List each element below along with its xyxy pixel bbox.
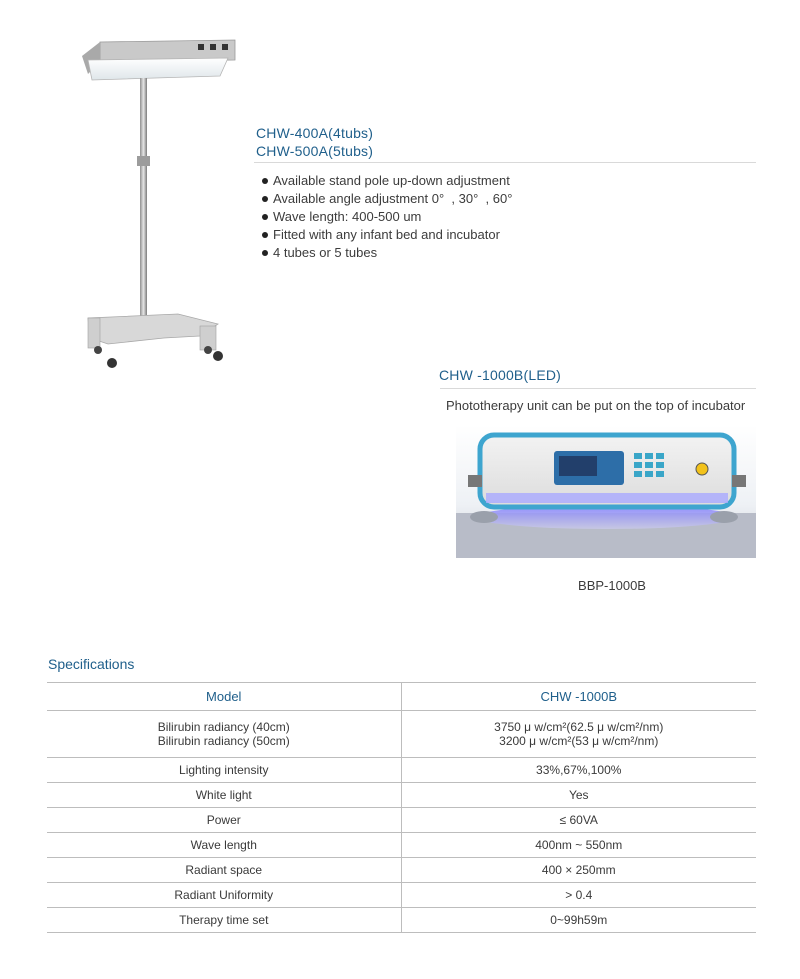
stand-phototherapy-lamp-image [78,38,238,373]
spec-label: Wave length [47,833,401,858]
divider [254,162,756,163]
feature-item: 4 tubes or 5 tubes [262,244,512,262]
led-phototherapy-unit-image [456,425,756,558]
table-row [47,833,756,858]
feature-list [262,172,512,262]
table-row [47,883,756,908]
table-row [47,808,756,833]
feature-item: Fitted with any infant bed and incubator [262,226,512,244]
spec-value: 400 × 250mm [401,858,756,883]
feature-item: Available stand pole up-down adjustment [262,172,512,190]
spec-label: White light [47,783,401,808]
spec-value: Yes [401,783,756,808]
table-row [47,758,756,783]
model-title-500a: CHW-500A(5tubs) [256,143,374,159]
bullet-icon [262,232,268,238]
product2-description: Phototherapy unit can be put on the top of incubator [446,398,746,413]
spec-label: Lighting intensity [47,758,401,783]
spec-value: ≤ 60VA [401,808,756,833]
bullet-icon [262,250,268,256]
table-row [47,858,756,883]
bullet-icon [262,178,268,184]
table-row [47,908,756,933]
table-row [47,711,756,758]
spec-value: > 0.4 [401,883,756,908]
specifications-heading: Specifications [48,656,135,672]
spec-label: Power [47,808,401,833]
column-header-model: Model [47,683,401,711]
bullet-icon [262,214,268,220]
feature-item: Wave length: 400-500 um [262,208,512,226]
divider [440,388,756,389]
spec-value: 400nm ~ 550nm [401,833,756,858]
specifications-table [47,682,756,933]
product1-titles [256,124,373,160]
table-row [47,783,756,808]
spec-value: 3750 μ w/cm²(62.5 μ w/cm²/nm) 3200 μ w/cm²(53 μ w/cm²/nm) [401,711,756,758]
spec-value: 0~99h59m [401,908,756,933]
spec-label: Radiant Uniformity [47,883,401,908]
feature-item: Available angle adjustment 0° , 30° , 60° [262,190,512,208]
spec-label: Therapy time set [47,908,401,933]
spec-label: Bilirubin radiancy (40cm) Bilirubin radiancy (50cm) [47,711,401,758]
table-header-row [47,683,756,711]
spec-value: 33%,67%,100% [401,758,756,783]
model-title-1000b: CHW -1000B(LED) [439,367,562,383]
spec-label: Radiant space [47,858,401,883]
bullet-icon [262,196,268,202]
column-header-chw-1000b: CHW -1000B [401,683,756,711]
model-title-400a: CHW-400A(4tubs) [256,125,374,141]
product2-caption: BBP-1000B [578,578,646,593]
